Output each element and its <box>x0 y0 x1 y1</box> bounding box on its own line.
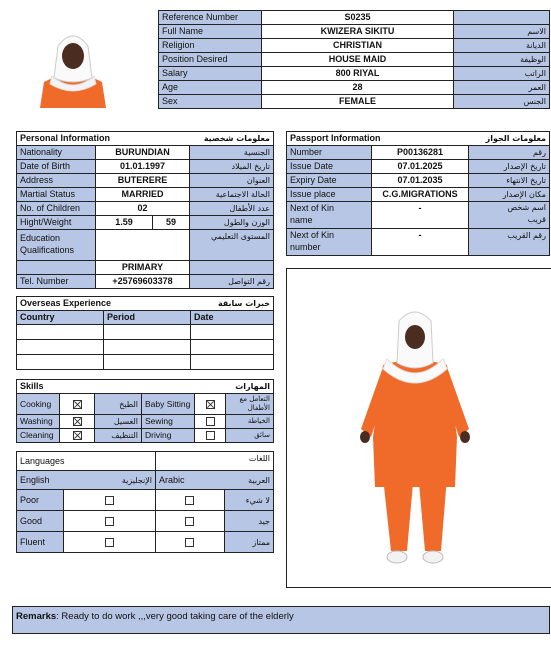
personal-arabic: تاريخ الميلاد <box>190 160 274 174</box>
passport-label: Number <box>287 146 372 160</box>
skill-arabic: الطبخ <box>95 394 142 415</box>
personal-info-title-ar: معلومات شخصية <box>190 132 274 146</box>
passport-row <box>287 160 550 174</box>
header-value: CHRISTIAN <box>262 39 454 53</box>
passport-info-title-ar: معلومات الجواز <box>469 132 550 146</box>
english-level-cell <box>63 532 156 553</box>
skill-arabic <box>226 429 274 443</box>
overseas-title-ar: خبرات سابقة <box>191 297 274 311</box>
header-row <box>159 95 550 109</box>
passport-row <box>287 146 550 160</box>
lang-english-label: English <box>17 471 64 490</box>
header-row <box>159 81 550 95</box>
passport-label: Expiry Date <box>287 174 372 188</box>
passport-arabic: رقم <box>469 146 550 160</box>
full-body-photo <box>286 268 551 588</box>
education-label-1: Education <box>20 233 61 243</box>
header-table <box>158 10 550 109</box>
kin-number-label-2: number <box>290 242 321 252</box>
languages-table <box>16 451 274 553</box>
skills-title-ar: المهارات <box>142 380 274 394</box>
skill-arabic: التنظيف <box>95 429 142 443</box>
personal-value: 02 <box>96 202 190 216</box>
header-value: FEMALE <box>262 95 454 109</box>
header-arabic <box>454 11 550 25</box>
passport-row <box>287 174 550 188</box>
personal-arabic: عدد الأطفال <box>190 202 274 216</box>
education-blank-2 <box>96 245 190 261</box>
passport-arabic: تاريخ الانتهاء <box>469 174 550 188</box>
skill-label: Cleaning <box>17 429 60 443</box>
english-level-checkbox[interactable] <box>105 496 114 505</box>
remarks-bar <box>12 606 550 634</box>
language-level-label: Good <box>17 511 64 532</box>
arabic-level-cell <box>156 532 225 553</box>
skill-arabic-1: الخياطة <box>247 417 270 425</box>
tel-label: Tel. Number <box>17 275 96 289</box>
language-level-row <box>17 532 274 553</box>
arabic-level-cell <box>156 511 225 532</box>
personal-row <box>17 188 274 202</box>
skill-label: Driving <box>142 429 195 443</box>
skill-checkbox[interactable] <box>73 417 82 426</box>
arabic-level-checkbox[interactable] <box>185 538 194 547</box>
kin-name-label-2: name <box>290 215 313 225</box>
skill-checkbox-cell <box>195 394 226 415</box>
personal-row <box>17 174 274 188</box>
personal-value: BURUNDIAN <box>96 146 190 160</box>
language-level-ar: لا شيء <box>224 490 274 511</box>
header-row <box>159 39 550 53</box>
personal-row <box>17 160 274 174</box>
skill-arabic: الغسيل <box>95 415 142 429</box>
header-label: Reference Number <box>159 11 262 25</box>
passport-arabic: مكان الإصدار <box>469 188 550 202</box>
arabic-level-checkbox[interactable] <box>185 496 194 505</box>
kin-number-label-1: Next of Kin <box>290 230 335 240</box>
personal-info-table <box>16 131 274 289</box>
passport-value: C.G.MIGRATIONS <box>372 188 469 202</box>
personal-label: No. of Children <box>17 202 96 216</box>
languages-title-ar: اللغات <box>156 452 274 471</box>
header-arabic: الديانة <box>454 39 550 53</box>
personal-arabic: الحالة الاجتماعية <box>190 188 274 202</box>
header-value: 800 RIYAL <box>262 67 454 81</box>
weight-value: 59 <box>153 216 190 230</box>
kin-name-ar-2: قريب <box>527 215 546 224</box>
language-level-ar: ممتاز <box>224 532 274 553</box>
header-row <box>159 67 550 81</box>
personal-value: MARRIED <box>96 188 190 202</box>
full-body-image <box>287 269 551 587</box>
personal-label: Martial Status <box>17 188 96 202</box>
personal-label: Address <box>17 174 96 188</box>
kin-number-ar: رقم القريب <box>469 229 550 256</box>
portrait-image <box>38 24 108 108</box>
skill-arabic <box>226 394 274 415</box>
skill-checkbox-cell <box>60 415 95 429</box>
skill-checkbox[interactable] <box>206 400 215 409</box>
skill-checkbox-cell <box>60 429 95 443</box>
personal-row <box>17 202 274 216</box>
personal-row <box>17 146 274 160</box>
header-label: Sex <box>159 95 262 109</box>
kin-name-label <box>287 202 372 229</box>
height-value: 1.59 <box>96 216 153 230</box>
skill-label: Washing <box>17 415 60 429</box>
tel-value: +25769603378 <box>96 275 190 289</box>
skill-checkbox-cell <box>195 429 226 443</box>
kin-name-ar <box>469 202 550 229</box>
english-level-checkbox[interactable] <box>105 517 114 526</box>
remarks-text: : Ready to do work ,,,very good taking care of the elderly <box>56 611 294 622</box>
personal-arabic: العنوان <box>190 174 274 188</box>
skill-checkbox[interactable] <box>206 417 215 426</box>
skills-row <box>17 394 274 415</box>
skill-label: Cooking <box>17 394 60 415</box>
overseas-row <box>17 355 274 370</box>
skill-label: Baby Sitting <box>142 394 195 415</box>
kin-name-ar-1: اسم شخص <box>507 203 546 212</box>
skill-checkbox[interactable] <box>73 400 82 409</box>
header-row <box>159 25 550 39</box>
passport-info-title: Passport Information <box>287 132 469 146</box>
education-ar: المستوى التعليمي <box>190 230 274 261</box>
skills-row <box>17 415 274 429</box>
lang-english-ar: الإنجليزية <box>63 471 156 490</box>
header-value: 28 <box>262 81 454 95</box>
english-level-checkbox[interactable] <box>105 538 114 547</box>
header-label: Religion <box>159 39 262 53</box>
kin-number-value: - <box>372 229 469 256</box>
personal-label: Date of Birth <box>17 160 96 174</box>
passport-arabic: تاريخ الإصدار <box>469 160 550 174</box>
language-level-row <box>17 490 274 511</box>
education-spacer <box>17 261 96 275</box>
education-spacer-ar <box>190 261 274 275</box>
header-label: Salary <box>159 67 262 81</box>
header-label: Age <box>159 81 262 95</box>
passport-label: Issue place <box>287 188 372 202</box>
arabic-level-checkbox[interactable] <box>185 517 194 526</box>
hight-weight-ar: الوزن والطول <box>190 216 274 230</box>
passport-row <box>287 188 550 202</box>
overseas-title: Overseas Experience <box>17 297 191 311</box>
kin-number-label <box>287 229 372 256</box>
language-level-label: Poor <box>17 490 64 511</box>
passport-label: Issue Date <box>287 160 372 174</box>
header-row <box>159 11 550 25</box>
passport-info-table <box>286 131 550 256</box>
skills-row <box>17 429 274 443</box>
skill-checkbox[interactable] <box>73 431 82 440</box>
header-arabic: الوظيفة <box>454 53 550 67</box>
skill-checkbox[interactable] <box>206 431 215 440</box>
skill-arabic-1: التعامل مع <box>239 395 270 403</box>
header-label: Position Desired <box>159 53 262 67</box>
overseas-table <box>16 296 274 370</box>
portrait-photo <box>38 24 108 108</box>
personal-arabic: الجنسية <box>190 146 274 160</box>
personal-value: 01.01.1997 <box>96 160 190 174</box>
kin-name-value: - <box>372 202 469 229</box>
passport-value: P00136281 <box>372 146 469 160</box>
language-level-row <box>17 511 274 532</box>
tel-ar: رقم التواصل <box>190 275 274 289</box>
language-level-label: Fluent <box>17 532 64 553</box>
personal-label: Nationality <box>17 146 96 160</box>
overseas-col-country: Country <box>17 311 104 325</box>
lang-arabic-ar: العربية <box>224 471 274 490</box>
english-level-cell <box>63 490 156 511</box>
header-label: Full Name <box>159 25 262 39</box>
skill-checkbox-cell <box>60 394 95 415</box>
skills-table <box>16 379 274 443</box>
header-value: HOUSE MAID <box>262 53 454 67</box>
overseas-col-date: Date <box>191 311 274 325</box>
overseas-row <box>17 325 274 340</box>
header-arabic: العمر <box>454 81 550 95</box>
languages-title: Languages <box>17 452 156 471</box>
personal-value: BUTERERE <box>96 174 190 188</box>
skill-checkbox-cell <box>195 415 226 429</box>
education-value: PRIMARY <box>96 261 190 275</box>
education-blank <box>96 230 190 246</box>
lang-arabic-label: Arabic <box>156 471 225 490</box>
english-level-cell <box>63 511 156 532</box>
education-label <box>17 230 96 261</box>
arabic-level-cell <box>156 490 225 511</box>
passport-value: 07.01.2025 <box>372 160 469 174</box>
skill-arabic-1: سائق <box>254 431 270 439</box>
header-row <box>159 53 550 67</box>
overseas-col-period: Period <box>104 311 191 325</box>
header-arabic: الاسم <box>454 25 550 39</box>
kin-name-label-1: Next of Kin <box>290 203 335 213</box>
language-level-ar: جيد <box>224 511 274 532</box>
skill-arabic <box>226 415 274 429</box>
header-arabic: الراتب <box>454 67 550 81</box>
skill-arabic-2: الأطفال <box>247 404 270 412</box>
skill-label: Sewing <box>142 415 195 429</box>
hight-weight-label: Hight/Weight <box>17 216 96 230</box>
header-value: S0235 <box>262 11 454 25</box>
personal-info-title: Personal Information <box>17 132 190 146</box>
education-label-2: Qualifications <box>20 245 75 255</box>
overseas-row <box>17 340 274 355</box>
header-value: KWIZERA SIKITU <box>262 25 454 39</box>
header-arabic: الجنس <box>454 95 550 109</box>
skills-title: Skills <box>17 380 142 394</box>
passport-value: 07.01.2035 <box>372 174 469 188</box>
remarks-label: Remarks <box>16 611 57 622</box>
